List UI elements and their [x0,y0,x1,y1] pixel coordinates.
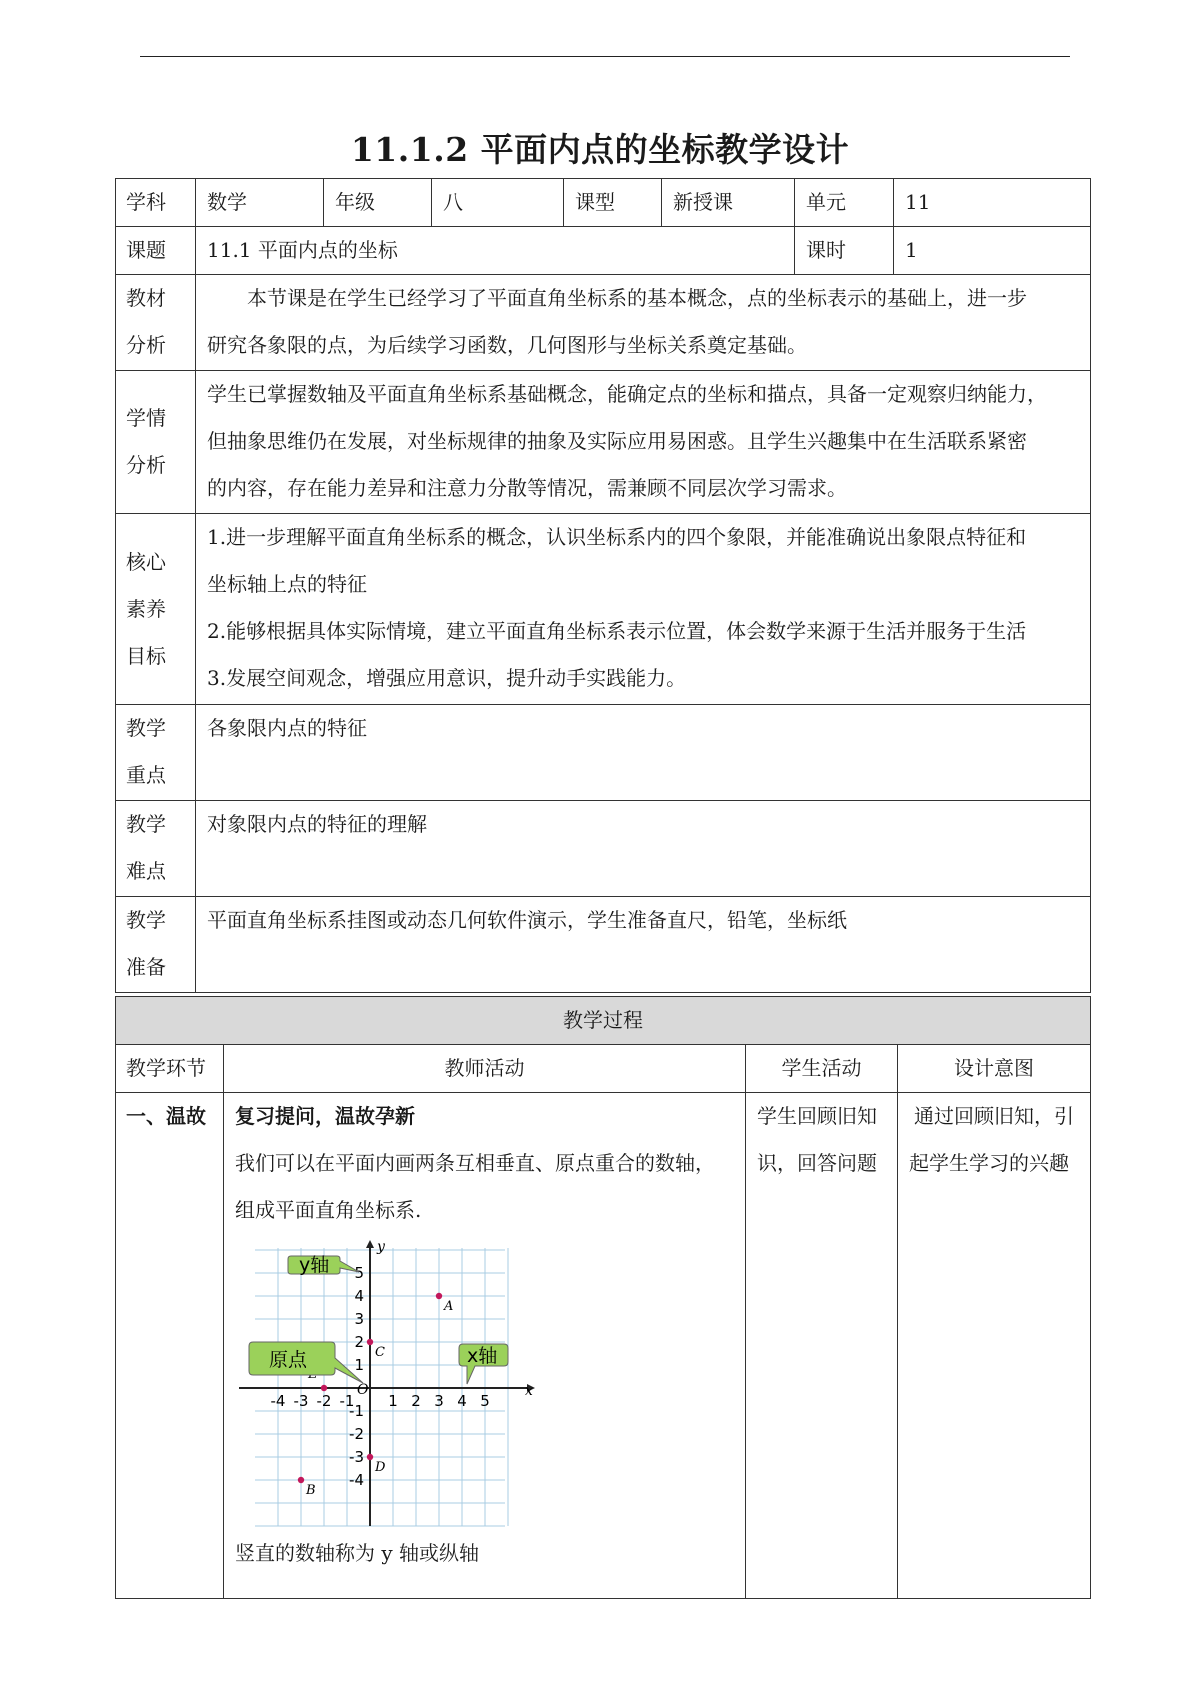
section-content: 各象限内点的特征 [196,705,1091,801]
x-axis-callout-text: x轴 [467,1345,498,1367]
grade-value: 八 [432,179,564,227]
subject-label: 学科 [116,179,196,227]
section-label: 核心 素养 目标 [116,514,196,705]
column-teacher: 教师活动 [224,1045,746,1093]
grade-label: 年级 [324,179,432,227]
section-content: 平面直角坐标系挂图或动态几何软件演示，学生准备直尺，铅笔，坐标纸 [196,897,1091,993]
x-tick-label: 2 [411,1392,421,1410]
type-label: 课型 [564,179,662,227]
section-label: 教学 难点 [116,801,196,897]
unit-value: 11 [894,179,1091,227]
design-intent: 通过回顾旧知，引 起学生学习的兴趣 [898,1093,1091,1599]
tick-labels [271,1264,490,1489]
info-row-2 [116,227,1091,275]
topic-label: 课题 [116,227,196,275]
process-columns-row [116,1045,1091,1093]
x-tick-label: 3 [434,1392,444,1410]
process-row [116,1093,1091,1599]
section-label: 学情 分析 [116,371,196,514]
x-tick-label: -3 [293,1392,309,1410]
hours-label: 课时 [795,227,894,275]
y-tick-label: 5 [354,1264,364,1282]
y-axis-label: y [377,1240,385,1255]
y-tick-label: -4 [349,1471,364,1489]
document-title: 11.1.2 平面内点的坐标教学设计 [350,130,850,169]
section-row [116,371,1091,514]
section-row [116,275,1091,371]
column-stage: 教学环节 [116,1045,224,1093]
y-tick-label: -1 [349,1402,364,1420]
section-row [116,801,1091,897]
x-axis-callout [459,1344,508,1384]
subject-value: 数学 [196,179,324,227]
process-heading-row [116,997,1091,1045]
section-row [116,514,1091,705]
x-tick-label: 1 [388,1392,398,1410]
section-content: 学生已掌握数轴及平面直角坐标系基础概念，能确定点的坐标和描点，具备一定观察归纳能力， 但抽象思维仍在发展，对坐标规律的抽象及实际应用易困惑。且学生兴趣集中在生活联系紧密 的内容，存在能力差异和注意力分散等情况，需兼顾不同层次学习需求。 [196,371,1091,514]
point-c [367,1339,373,1345]
point-b [298,1477,304,1483]
x-tick-label: -4 [270,1392,286,1410]
hours-value: 1 [894,227,1091,275]
x-tick-label: 4 [457,1392,467,1410]
section-row [116,897,1091,993]
origin-callout-text: 原点 [269,1349,308,1371]
y-tick-label: 1 [354,1356,364,1374]
teacher-activity [224,1093,746,1599]
y-tick-label: 4 [354,1287,364,1305]
activity-after-text: 竖直的数轴称为 y 轴或纵轴 [235,1541,480,1565]
process-heading: 教学过程 [116,997,1091,1045]
section-content: 对象限内点的特征的理解 [196,801,1091,897]
point-e [321,1385,327,1391]
section-content: 1.进一步理解平面直角坐标系的概念，认识坐标系内的四个象限，并能准确说出象限点特征和 坐标轴上点的特征 2.能够根据具体实际情境，建立平面直角坐标系表示位置，体会数学来源于生活并服务于生活 3.发展空间观念，增强应用意识，提升动手实践能力。 [196,514,1091,705]
point-label: A [444,1299,454,1314]
y-tick-label: 2 [354,1333,364,1351]
x-tick-label: -2 [316,1392,332,1410]
y-axis-callout-text: y轴 [299,1254,330,1276]
topic-value: 11.1 平面内点的坐标 [196,227,795,275]
student-activity: 学生回顾旧知 识，回答问题 [746,1093,898,1599]
coordinate-figure [235,1240,545,1530]
lesson-info-table [115,178,1091,993]
unit-label: 单元 [795,179,894,227]
origin-callout [249,1342,363,1383]
column-student: 学生活动 [746,1045,898,1093]
y-axis-arrow [366,1240,374,1248]
y-tick-label: 3 [354,1310,364,1328]
activity-text: 组成平面直角坐标系. [235,1198,422,1222]
section-label: 教学 重点 [116,705,196,801]
point-label: B [306,1483,316,1498]
y-tick-label: -2 [349,1425,364,1443]
section-label: 教材 分析 [116,275,196,371]
activity-subtitle: 复习提问，温故孕新 [235,1104,415,1128]
type-value: 新授课 [662,179,795,227]
section-content: 本节课是在学生已经学习了平面直角坐标系的基本概念，点的坐标表示的基础上，进一步 研究各象限的点，为后续学习函数，几何图形与坐标关系奠定基础。 [196,275,1091,371]
x-tick-label: 5 [480,1392,490,1410]
point-label: D [375,1460,386,1475]
stage-name: 一、温故 [116,1093,224,1599]
point-label: C [375,1345,385,1360]
teaching-process-table [115,996,1091,1599]
origin-label: O [357,1382,369,1398]
activity-text: 我们可以在平面内画两条互相垂直、原点重合的数轴， [235,1151,715,1175]
section-label: 教学 准备 [116,897,196,993]
coordinate-plane [235,1240,545,1530]
point-d [367,1454,373,1460]
column-intent: 设计意图 [898,1045,1091,1093]
x-tick-label: -1 [339,1392,355,1410]
header-rule [140,56,1070,57]
section-row [116,705,1091,801]
info-row-1 [116,179,1091,227]
y-tick-label: -3 [349,1448,364,1466]
point-a [436,1293,442,1299]
x-axis-label: x [525,1383,533,1399]
